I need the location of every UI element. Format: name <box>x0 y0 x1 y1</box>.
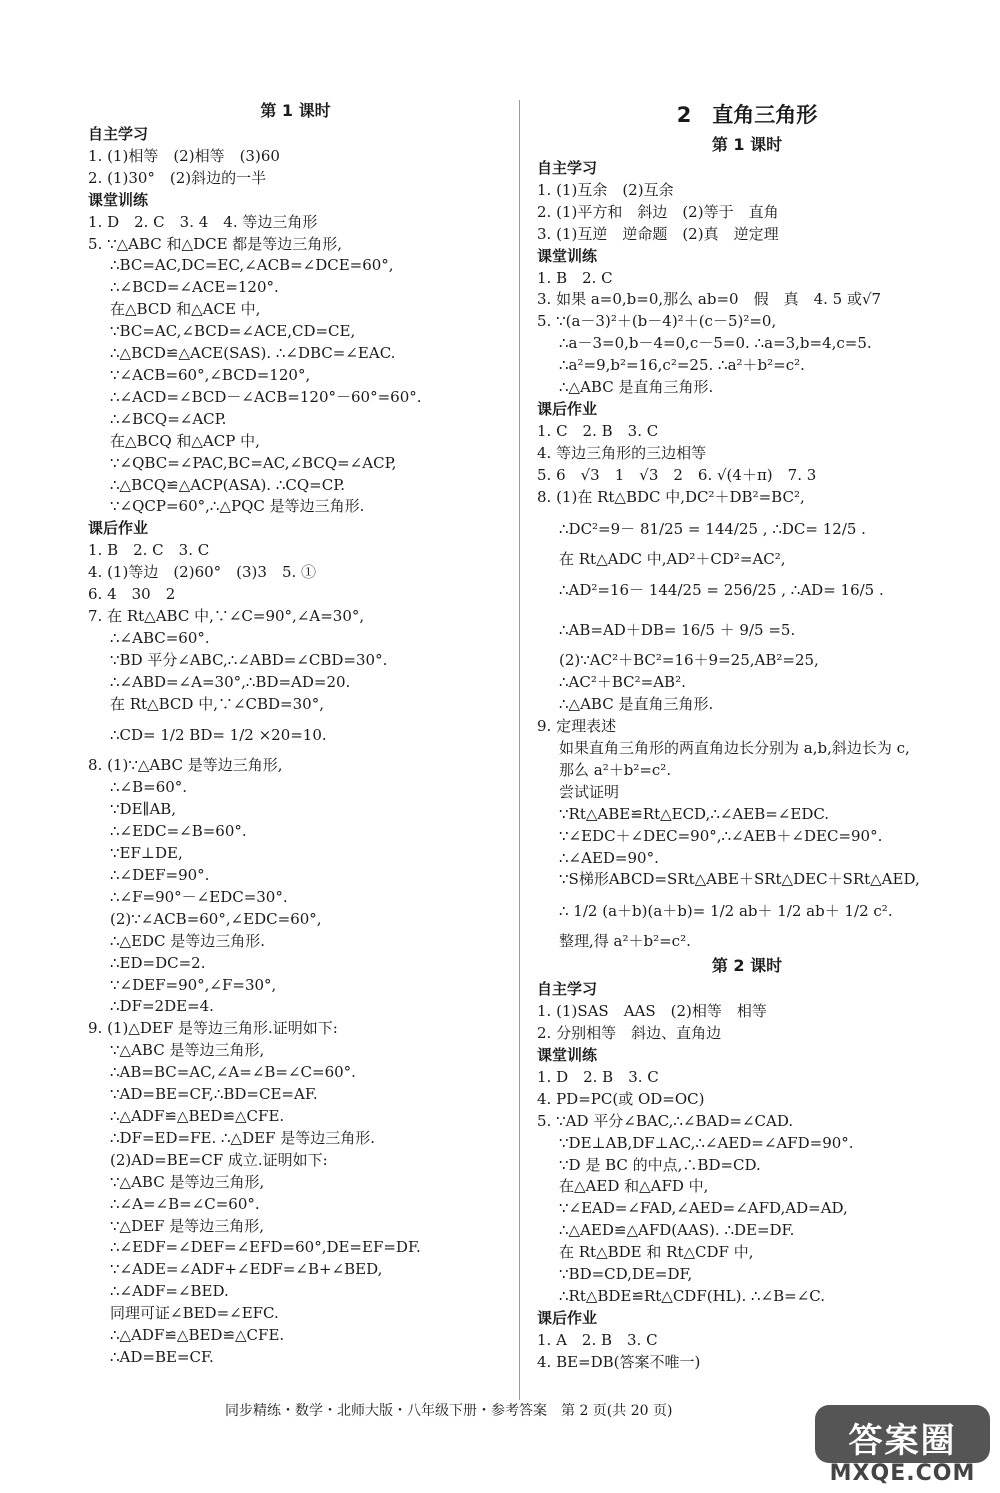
answer-item: 1. (1)互余 (2)互余 <box>537 180 674 199</box>
column-divider <box>519 100 520 1400</box>
answer-continuation: (2)∵AC²＋BC²=16＋9=25,AB²=25, <box>559 651 819 670</box>
subsection-heading: 自主学习 <box>537 980 598 999</box>
answer-item: 1. B 2. C 3. C <box>88 541 210 560</box>
answer-continuation: (2)AD=BE=CF 成立.证明如下: <box>110 1150 328 1169</box>
answer-continuation: ∴AD=BE=CF. <box>110 1347 214 1366</box>
subsection-heading: 课后作业 <box>88 519 149 538</box>
answer-fraction-line: ∴AB=AD＋DB= 16/5 ＋ 9/5 =5. <box>559 621 796 640</box>
answer-continuation: 在 Rt△BCD 中,∵∠CBD=30°, <box>110 694 324 713</box>
answer-continuation: ∴∠B=60°. <box>110 778 188 797</box>
answer-continuation: ∵BD=CD,DE=DF, <box>559 1265 693 1284</box>
answer-item: 1. (1)相等 (2)相等 (3)60 <box>88 146 280 165</box>
watermark-logo-text: 答案圈 <box>848 1421 957 1461</box>
answer-continuation: ∴AB=BC=AC,∠A=∠B=∠C=60°. <box>110 1063 356 1082</box>
answer-continuation: ∴△EDC 是等边三角形. <box>110 931 266 950</box>
answer-item: 1. A 2. B 3. C <box>537 1330 658 1349</box>
answer-continuation: ∵∠ADE=∠ADF+∠EDF=∠B+∠BED, <box>110 1260 383 1279</box>
answer-continuation: ∴∠EDF=∠DEF=∠EFD=60°,DE=EF=DF. <box>110 1238 421 1257</box>
right-column <box>537 98 957 1374</box>
answer-continuation: ∴∠EDC=∠B=60°. <box>110 822 247 841</box>
answer-continuation: ∵BC=AC,∠BCD=∠ACE,CD=CE, <box>110 322 356 341</box>
watermark-site: MXQE.COM <box>829 1461 976 1486</box>
answer-item: 7. 在 Rt△ABC 中,∵∠C=90°,∠A=30°, <box>88 606 365 625</box>
answer-continuation: ∴∠BCQ=∠ACP. <box>110 409 227 428</box>
lesson-title: 第 1 课时 <box>260 101 331 120</box>
answer-item: 1. C 2. B 3. C <box>537 421 659 440</box>
answer-continuation: ∵D 是 BC 的中点,∴BD=CD. <box>559 1155 761 1174</box>
lesson-title: 第 1 课时 <box>711 135 783 154</box>
answer-continuation: ∴Rt△BDE≌Rt△CDF(HL). ∴∠B=∠C. <box>559 1286 826 1305</box>
answer-continuation: 整理,得 a²＋b²=c². <box>559 932 691 951</box>
answer-continuation: ∴∠ADF=∠BED. <box>110 1282 229 1301</box>
subsection-heading: 自主学习 <box>537 159 598 177</box>
answer-item: 6. 4 30 2 <box>88 585 176 604</box>
answer-continuation: ∴△ABC 是直角三角形. <box>559 378 714 397</box>
subsection-heading: 自主学习 <box>88 125 149 143</box>
answer-item: 4. BE=DB(答案不唯一) <box>537 1352 701 1371</box>
answer-item: 4. 等边三角形的三边相等 <box>537 443 707 462</box>
answer-continuation: ∴△AED≌△AFD(AAS). ∴DE=DF. <box>559 1221 795 1240</box>
answer-continuation: ∵∠EAD=∠FAD,∠AED=∠AFD,AD=AD, <box>559 1199 848 1218</box>
answer-continuation: ∴∠ABC=60°. <box>110 628 210 647</box>
subsection-heading: 课后作业 <box>537 399 598 418</box>
subsection-heading: 课堂训练 <box>88 190 149 209</box>
answer-item: 5. ∵△ABC 和△DCE 都是等边三角形, <box>88 234 343 253</box>
answer-item: 5. ∵AD 平分∠BAC,∴∠BAD=∠CAD. <box>537 1111 794 1130</box>
answer-continuation: ∵BD 平分∠ABC,∴∠ABD=∠CBD=30°. <box>110 650 388 669</box>
answer-continuation: ∴a－3=0,b－4=0,c－5=0. ∴a=3,b=4,c=5. <box>559 334 872 353</box>
answer-continuation: ∵EF⊥DE, <box>110 844 183 863</box>
answer-continuation: ∴DF=ED=FE. ∴△DEF 是等边三角形. <box>110 1128 375 1147</box>
answer-fraction-line: ∴AD²=16－ 144/25 = 256/25 , ∴AD= 16/5 . <box>559 581 884 600</box>
answer-fraction-line: ∴DC²=9－ 81/25 = 144/25 , ∴DC= 12/5 . <box>559 519 866 538</box>
answer-continuation: 如果直角三角形的两直角边长分别为 a,b,斜边长为 c, <box>559 739 910 758</box>
answer-continuation: 在△AED 和△AFD 中, <box>559 1177 709 1196</box>
answer-continuation: ∵S梯形ABCD=SRt△ABE＋SRt△DEC＋SRt△AED, <box>559 870 920 889</box>
answer-fraction-line: ∴CD= 1/2 BD= 1/2 ×20=10. <box>110 726 327 745</box>
answer-item: 2. (1)平方和 斜边 (2)等于 直角 <box>537 202 779 221</box>
answer-item: 5. 6 √3 1 √3 2 6. √(4＋π) 7. 3 <box>537 465 817 484</box>
subsection-heading: 课堂训练 <box>537 1046 598 1064</box>
answer-continuation: 在 Rt△ADC 中,AD²＋CD²=AC², <box>559 549 786 568</box>
lesson-title: 第 2 课时 <box>711 956 783 976</box>
answer-item: 2. (1)30° (2)斜边的一半 <box>88 168 267 187</box>
section-title: 2 直角三角形 <box>676 103 818 127</box>
answer-item: 1. B 2. C <box>537 268 613 287</box>
answer-continuation: ∴∠ACD=∠BCD－∠ACB=120°－60°=60°. <box>110 387 422 406</box>
subsection-heading: 课后作业 <box>537 1308 598 1327</box>
answer-item: 1. D 2. C 3. 4 4. 等边三角形 <box>88 212 318 231</box>
answer-continuation: ∴△ADF≌△BED≌△CFE. <box>110 1326 285 1345</box>
answer-continuation: ∴∠DEF=90°. <box>110 866 210 884</box>
answer-item: 2. 分别相等 斜边、直角边 <box>537 1024 722 1043</box>
answer-continuation: ∴△ABC 是直角三角形. <box>559 695 714 714</box>
answer-continuation: ∴∠ABD=∠A=30°,∴BD=AD=20. <box>110 672 351 691</box>
answer-continuation: ∴△BCD≌△ACE(SAS). ∴∠DBC=∠EAC. <box>110 344 396 363</box>
answer-item: 8. (1)在 Rt△BDC 中,DC²＋DB²=BC², <box>537 487 805 506</box>
watermark <box>815 1405 990 1485</box>
answer-continuation: ∵∠QCP=60°,∴△PQC 是等边三角形. <box>110 497 365 516</box>
answer-continuation: ∴BC=AC,DC=EC,∠ACB=∠DCE=60°, <box>110 256 394 275</box>
answer-continuation: ∴∠AED=90°. <box>559 848 659 867</box>
answer-continuation: ∵∠QBC=∠PAC,BC=AC,∠BCQ=∠ACP, <box>110 453 397 472</box>
answer-continuation: ∴∠BCD=∠ACE=120°. <box>110 278 279 297</box>
answer-continuation: ∴∠F=90°－∠EDC=30°. <box>110 887 288 906</box>
answer-item: 3. 如果 a=0,b=0,那么 ab=0 假 真 4. 5 或√7 <box>537 290 882 309</box>
answer-continuation: ∵DE⊥AB,DF⊥AC,∴∠AED=∠AFD=90°. <box>559 1133 854 1152</box>
answer-continuation: (2)∵∠ACB=60°,∠EDC=60°, <box>110 909 322 928</box>
answer-continuation: ∴∠A=∠B=∠C=60°. <box>110 1194 260 1213</box>
answer-continuation: ∵∠DEF=90°,∠F=30°, <box>110 975 277 994</box>
answer-continuation: ∴ED=DC=2. <box>110 953 206 972</box>
answer-continuation: ∵△ABC 是等边三角形, <box>110 1172 265 1191</box>
subsection-heading: 课堂训练 <box>537 246 598 265</box>
answer-continuation: ∵Rt△ABE≌Rt△ECD,∴∠AEB=∠EDC. <box>559 804 830 823</box>
answer-continuation: ∵△ABC 是等边三角形, <box>110 1041 265 1060</box>
left-column <box>88 98 503 1369</box>
answer-continuation: 在△BCQ 和△ACP 中, <box>110 431 260 450</box>
answer-item: 9. 定理表述 <box>537 717 617 736</box>
answer-item: 4. PD=PC(或 OD=OC) <box>537 1089 705 1108</box>
answer-item: 5. ∵(a－3)²＋(b－4)²＋(c－5)²=0, <box>537 312 777 331</box>
answer-continuation: 同理可证∠BED=∠EFC. <box>110 1304 279 1323</box>
answer-continuation: ∴△ADF≌△BED≌△CFE. <box>110 1106 285 1125</box>
watermark-logo <box>815 1405 990 1463</box>
answer-continuation: ∵∠ACB=60°,∠BCD=120°, <box>110 365 311 384</box>
answer-continuation: 在 Rt△BDE 和 Rt△CDF 中, <box>559 1243 754 1262</box>
answer-continuation: ∵AD=BE=CF,∴BD=CE=AF. <box>110 1085 318 1104</box>
answer-continuation: ∵∠EDC＋∠DEC=90°,∴∠AEB＋∠DEC=90°. <box>559 826 883 845</box>
answer-continuation: ∴AC²＋BC²=AB². <box>559 673 686 692</box>
answer-item: 9. (1)△DEF 是等边三角形.证明如下: <box>88 1019 338 1038</box>
page-footer: 同步精练・数学・北师大版・八年级下册・参考答案 第 2 页(共 20 页) <box>225 1403 673 1419</box>
answer-item: 1. D 2. B 3. C <box>537 1067 659 1086</box>
answer-continuation: ∴DF=2DE=4. <box>110 997 214 1016</box>
answer-continuation: ∵△DEF 是等边三角形, <box>110 1216 264 1235</box>
answer-continuation: ∵DE∥AB, <box>110 800 177 819</box>
answer-continuation: ∴△BCQ≌△ACP(ASA). ∴CQ=CP. <box>110 475 346 494</box>
answer-continuation: 那么 a²＋b²=c². <box>559 760 672 779</box>
answer-item: 4. (1)等边 (2)60° (3)3 5. ① <box>88 563 317 582</box>
answer-continuation: ∴a²=9,b²=16,c²=25. ∴a²＋b²=c². <box>559 356 805 375</box>
answer-continuation: 尝试证明 <box>559 782 620 801</box>
answer-item: 8. (1)∵△ABC 是等边三角形, <box>88 756 283 775</box>
answer-fraction-line: ∴ 1/2 (a＋b)(a＋b)= 1/2 ab＋ 1/2 ab＋ 1/2 c². <box>559 902 893 921</box>
answer-item: 1. (1)SAS AAS (2)相等 相等 <box>537 1002 767 1021</box>
answer-item: 3. (1)互逆 逆命题 (2)真 逆定理 <box>537 224 779 243</box>
answer-continuation: 在△BCD 和△ACE 中, <box>110 300 261 319</box>
